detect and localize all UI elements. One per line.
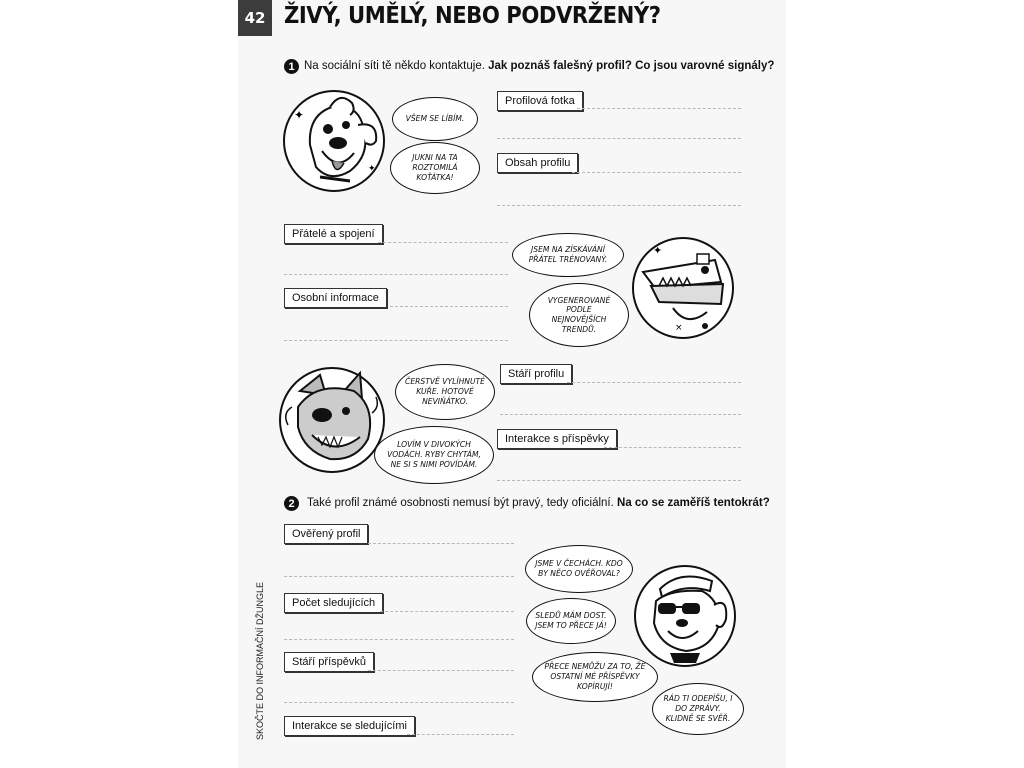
svg-text:×: × xyxy=(675,323,683,333)
speech-bubble-celeb-3: PŘECE NEMŮŽU ZA TO, ŽE OSTATNÍ MÉ PŘÍSPĚVKY KOPÍRUJÍ! xyxy=(532,652,658,702)
label-post-age: Stáří příspěvků xyxy=(284,652,374,672)
label-friends: Přátelé a spojení xyxy=(284,224,383,244)
answer-line[interactable] xyxy=(497,138,741,139)
question-1-bold: Jak poznáš falešný profil? Co jsou varovné signály? xyxy=(488,60,775,72)
svg-text:✦: ✦ xyxy=(368,164,376,174)
side-footer-text: SKOČTE DO INFORMAČNÍ DŽUNGLE xyxy=(255,581,265,740)
label-post-interaction: Interakce s příspěvky xyxy=(497,429,617,449)
question-1-plain: Na sociální síti tě někdo kontaktuje. xyxy=(304,60,489,72)
answer-line[interactable] xyxy=(284,274,508,275)
answer-line[interactable] xyxy=(567,382,741,383)
answer-line[interactable] xyxy=(390,306,508,307)
answer-line[interactable] xyxy=(500,414,741,415)
speech-bubble-dog-2: JUKNI NA TA ROZTOMILÁ KOŤÁTKA! xyxy=(390,142,480,194)
speech-bubble-celeb-4: RÁD TI ODEPÍŠU, I DO ZPRÁVY. KLIDNĚ SE SVĚŘ. xyxy=(652,683,744,735)
speech-bubble-celeb-2: SLEDŮ MÁM DOST. JSEM TO PŘECE JÁ! xyxy=(526,598,616,644)
answer-line[interactable] xyxy=(572,172,741,173)
answer-line[interactable] xyxy=(368,670,514,671)
wolf-pirate-illustration xyxy=(276,361,388,479)
label-verified-profile: Ověřený profil xyxy=(284,524,368,544)
speech-bubble-wolf-2: LOVÍM V DIVOKÝCH VODÁCH. RYBY CHYTÁM, NE SI S NIMI POVÍDÁM. xyxy=(374,426,494,484)
page-number: 42 xyxy=(238,0,272,36)
speech-bubble-celeb-1: JSME V ČECHÁCH. KDO BY NĚCO OVĚŘOVAL? xyxy=(525,545,633,593)
label-follower-interaction: Interakce se sledujícími xyxy=(284,716,415,736)
answer-line[interactable] xyxy=(368,543,514,544)
speech-bubble-dog-1: VŠEM SE LÍBÍM. xyxy=(392,97,478,141)
answer-line[interactable] xyxy=(577,108,741,109)
speech-bubble-robot-1: JSEM NA ZÍSKÁVÁNÍ PŘÁTEL TRÉNOVANÝ. xyxy=(512,233,624,277)
svg-text:✦: ✦ xyxy=(294,108,305,122)
speech-bubble-robot-2: VYGENEROVANÉ PODLE NEJNOVĚJŠÍCH TRENDŮ. xyxy=(529,283,629,347)
answer-line[interactable] xyxy=(407,734,514,735)
question-2-text xyxy=(307,497,770,509)
question-1-text xyxy=(304,60,774,72)
celebrity-dog-illustration xyxy=(630,561,740,671)
answer-line[interactable] xyxy=(284,340,508,341)
answer-line[interactable] xyxy=(497,205,741,206)
label-profile-age: Stáří profilu xyxy=(500,364,572,384)
question-2-bold: Na co se zaměříš tentokrát? xyxy=(617,497,770,509)
label-profile-content: Obsah profilu xyxy=(497,153,578,173)
answer-line[interactable] xyxy=(378,242,508,243)
svg-text:✦: ✦ xyxy=(653,244,663,257)
answer-line[interactable] xyxy=(284,639,514,640)
question-2-number: 2 xyxy=(284,496,299,511)
label-profile-photo: Profilová fotka xyxy=(497,91,583,111)
answer-line[interactable] xyxy=(604,447,741,448)
question-2-plain: Také profil známé osobnosti nemusí být pravý, tedy oficiální. xyxy=(307,497,618,509)
page-title: ŽIVÝ, UMĚLÝ, NEBO PODVRŽENÝ? xyxy=(284,3,661,29)
answer-line[interactable] xyxy=(284,702,514,703)
speech-bubble-wolf-1: ČERSTVĚ VYLÍHNUTÉ KUŘE. HOTOVÉ NEVIŇÁTKO. xyxy=(395,364,495,420)
answer-line[interactable] xyxy=(284,576,514,577)
label-followers: Počet sledujících xyxy=(284,593,383,613)
answer-line[interactable] xyxy=(497,480,741,481)
label-personal-info: Osobní informace xyxy=(284,288,387,308)
question-1-number: 1 xyxy=(284,59,299,74)
robot-crocodile-illustration xyxy=(625,232,739,340)
dog-mascot-illustration xyxy=(280,85,388,197)
answer-line[interactable] xyxy=(380,611,514,612)
